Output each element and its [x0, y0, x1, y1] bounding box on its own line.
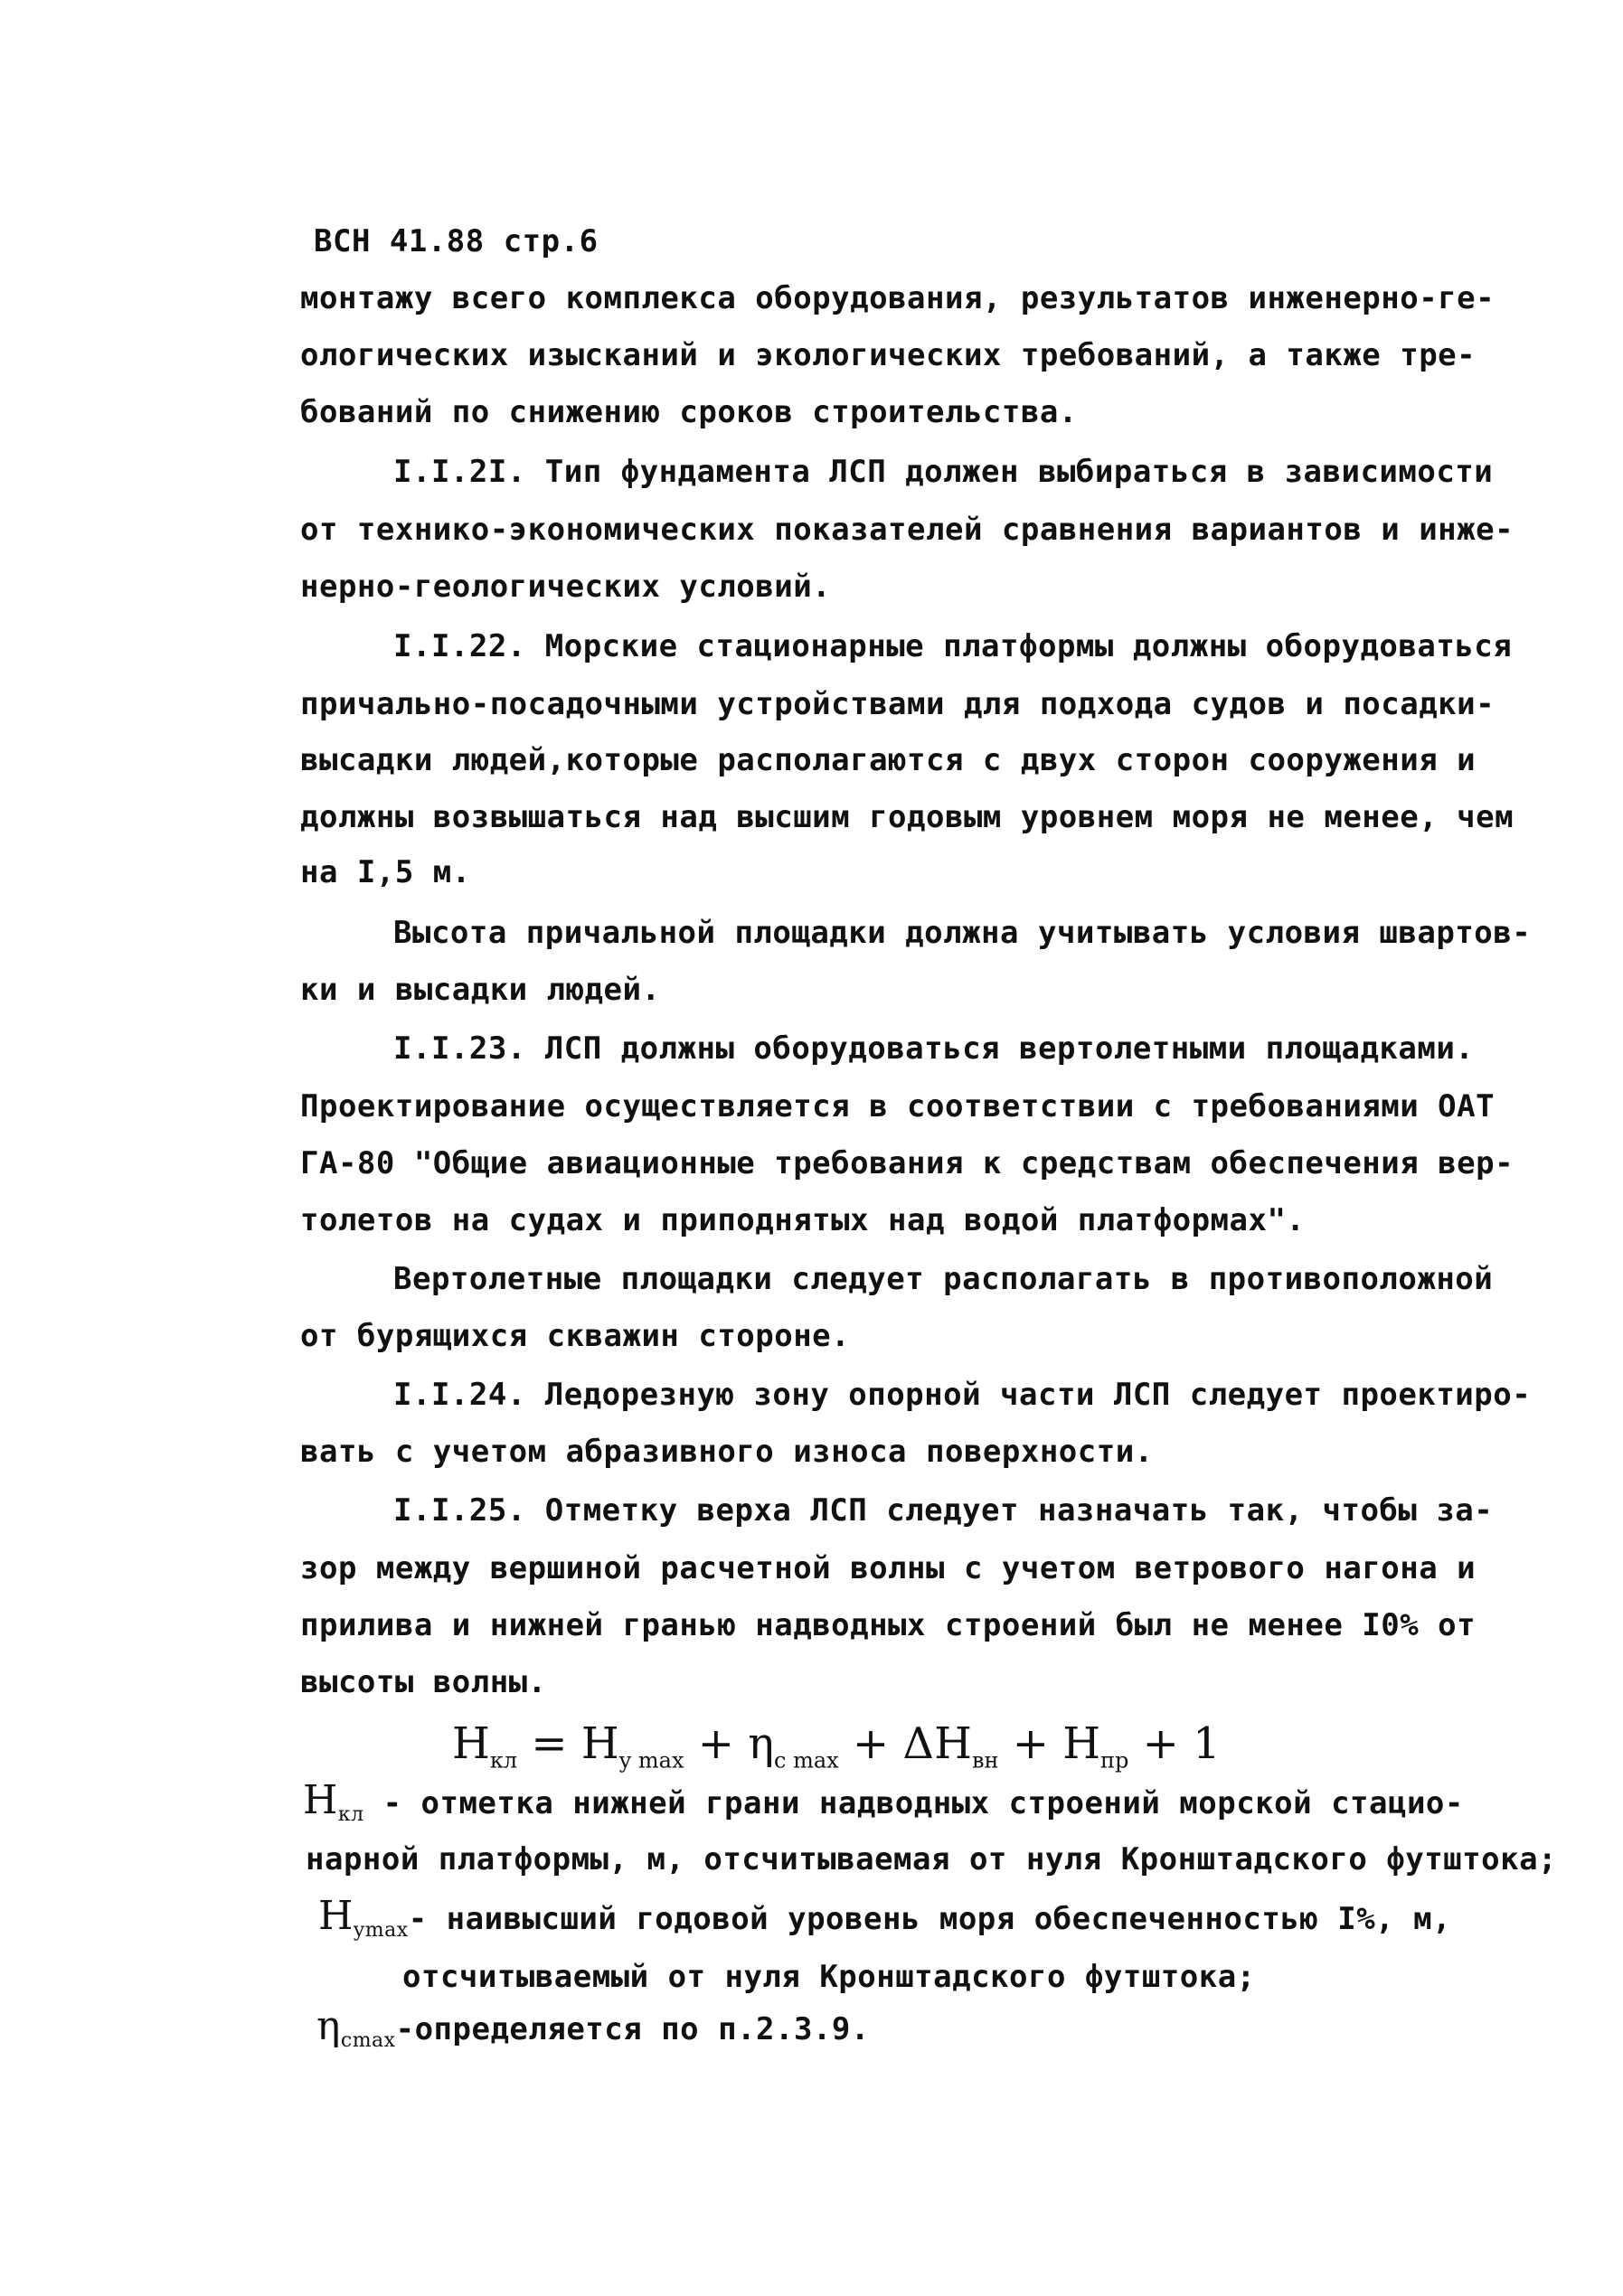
clause-1-1-22: I.I.22. Морские стационарные платформы должны оборудоваться — [393, 628, 1513, 664]
text-line: зор между вершиной расчетной волны с учетом ветрового нагона и — [300, 1550, 1477, 1586]
clause-1-1-24: I.I.24. Ледорезную зону опорной части ЛСП следует проектиро- — [393, 1377, 1532, 1413]
definition-line: нарной платформы, м, отсчитываемая от нуля Кронштадского футштока; — [306, 1841, 1558, 1877]
text-line: бований по снижению сроков строительства. — [300, 394, 1078, 430]
text-line: от технико-экономических показателей сравнения вариантов и инже- — [300, 512, 1514, 548]
definition-h-kl: $H_{кл}$ - отметка нижней грани надводных строений морской стацио- — [303, 1777, 1464, 1826]
text-line: должны возвышаться над высшим годовым уровнем моря не менее, чем — [300, 799, 1514, 835]
text-line: ки и высадки людей. — [300, 972, 661, 1008]
paragraph-start: Высота причальной площадки должна учитывать условия швартов- — [393, 915, 1532, 951]
text-line: вать с учетом абразивного износа поверхности. — [300, 1434, 1154, 1470]
text-line: толетов на судах и приподнятых над водой платформах". — [300, 1202, 1306, 1238]
text-line: Проектирование осуществляется в соответствии с требованиями ОАТ — [300, 1088, 1496, 1124]
definition-h-ymax: $H_{ymax}-$ наивысший годовой уровень моря обеспеченностью I%, м, — [318, 1893, 1452, 1942]
paragraph-start: Вертолетные площадки следует располагать в противоположной — [393, 1261, 1494, 1297]
text-line: прилива и нижней гранью надводных строений был не менее I0% от — [300, 1607, 1477, 1643]
definition-eta-cmax: $\eta_{cmax}$-определяется по п.2.3.9. — [316, 2003, 870, 2052]
text-line: ГА-80 "Общие авиационные требования к средствам обеспечения вер- — [300, 1145, 1514, 1181]
text-line: монтажу всего комплекса оборудования, результатов инженерно-ге- — [300, 280, 1496, 316]
definition-line: отсчитываемый от нуля Кронштадского футштока; — [402, 1959, 1256, 1995]
text-line: нерно-геологических условий. — [300, 569, 832, 605]
formula: $H_{кл} = H_{y max} + \eta_{c max} + \Delta H_{вн} + H_{пр} + 1$ — [452, 1718, 1221, 1774]
clause-1-1-21: I.I.2I. Тип фундамента ЛСП должен выбираться в зависимости — [393, 454, 1494, 490]
page-header: ВСН 41.88 стр.6 — [314, 223, 599, 259]
text-line: от бурящихся скважин стороне. — [300, 1318, 851, 1354]
text-line: высадки людей,которые располагаются с двух сторон сооружения и — [300, 742, 1477, 778]
text-line: на I,5 м. — [300, 854, 471, 890]
text-line: высоты волны. — [300, 1664, 547, 1700]
clause-1-1-23: I.I.23. ЛСП должны оборудоваться вертолетными площадками. — [393, 1030, 1475, 1067]
text-line: ологических изысканий и экологических требований, а также тре- — [300, 337, 1477, 373]
clause-1-1-25: I.I.25. Отметку верха ЛСП следует назначать так, чтобы за- — [393, 1492, 1494, 1529]
text-line: причально-посадочными устройствами для подхода судов и посадки- — [300, 686, 1496, 722]
